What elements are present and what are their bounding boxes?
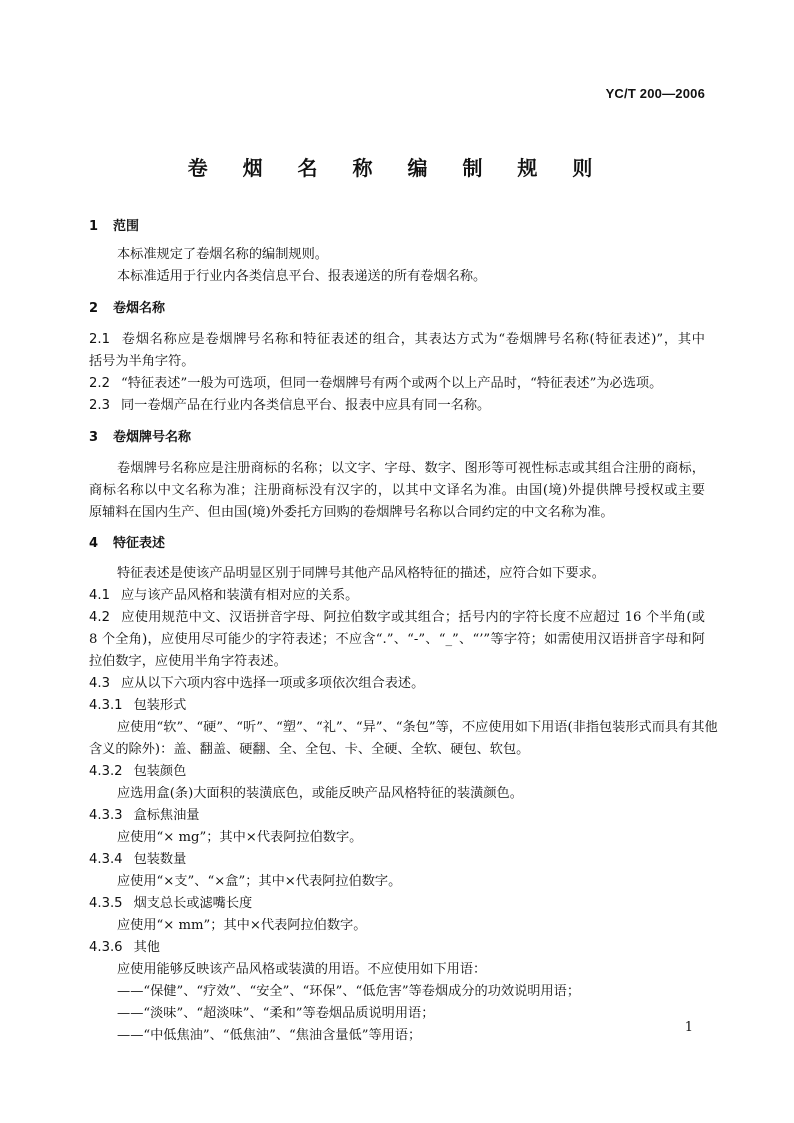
standard-number: YC/T 200—2006 — [605, 86, 705, 101]
paragraph: 原辅料在国内生产、但由国(境)外委托方回购的卷烟牌号名称以合同约定的中文名称为准。 — [89, 505, 614, 520]
clause-text: 卷烟名称应是卷烟牌号名称和特征表述的组合，其表达方式为“卷烟牌号名称(特征表述)”，其中 — [120, 332, 705, 347]
section-number: 2 — [89, 301, 99, 316]
clause-text: 应使用规范中文、汉语拼音字母、阿拉伯数字或其组合；括号内的字符长度不应超过 16 个半角(或 — [120, 610, 705, 625]
paragraph: 含义的除外)：盖、翻盖、硬翻、全、全包、卡、全硬、全软、硬包、软包。 — [89, 742, 530, 757]
clause-number: 2.3 — [89, 398, 110, 413]
clause-4-3-2-heading — [89, 761, 186, 783]
clause-number: 4.3.5 — [89, 896, 123, 911]
clause-4-3-3-heading — [89, 805, 200, 827]
document-title: 卷 烟 名 称 编 制 规 则 — [187, 156, 607, 180]
paragraph: 应使用“× mg”；其中×代表阿拉伯数字。 — [117, 830, 363, 845]
clause-text: 应从以下六项内容中选择一项或多项依次组合表述。 — [120, 676, 425, 691]
paragraph: 本标准规定了卷烟名称的编制规则。 — [117, 247, 328, 262]
section-2-heading — [89, 298, 165, 320]
clause-2-1-line: 括号为半角字符。 — [89, 354, 195, 369]
clause-text: “特征表述”一般为可选项，但同一卷烟牌号有两个或两个以上产品时，“特征表述”为必选项。 — [120, 376, 663, 391]
clause-number: 4.3.1 — [89, 698, 123, 713]
clause-number: 4.3.2 — [89, 764, 123, 779]
clause-number: 4.3.3 — [89, 808, 123, 823]
clause-number: 4.1 — [89, 588, 110, 603]
paragraph: 应使用“× mm”；其中×代表阿拉伯数字。 — [117, 918, 367, 933]
section-number: 1 — [89, 219, 99, 234]
clause-title: 盒标焦油量 — [133, 808, 200, 823]
clause-text: 同一卷烟产品在行业内各类信息平台、报表中应具有同一名称。 — [120, 398, 491, 413]
paragraph: 卷烟牌号名称应是注册商标的名称；以文字、字母、数字、图形等可视性标志或其组合注册的商标， — [117, 461, 705, 476]
clause-4-3-line — [89, 673, 424, 695]
paragraph: 应选用盒(条)大面积的装潢底色，或能反映产品风格特征的装潢颜色。 — [117, 786, 523, 801]
clause-4-3-4-heading — [89, 849, 186, 871]
clause-title: 其他 — [133, 940, 160, 955]
clause-number: 4.3.4 — [89, 852, 123, 867]
clause-text: 应与该产品风格和装潢有相对应的关系。 — [120, 588, 359, 603]
clause-title: 包装形式 — [133, 698, 187, 713]
paragraph: 应使用“×支”、“×盒”；其中×代表阿拉伯数字。 — [117, 874, 402, 889]
clause-4-2-line: 拉伯数字，应使用半角字符表述。 — [89, 654, 287, 669]
section-title: 范围 — [113, 219, 140, 234]
section-title: 特征表述 — [113, 536, 166, 551]
clause-number: 2.2 — [89, 376, 110, 391]
clause-title: 包装颜色 — [133, 764, 187, 779]
section-number: 4 — [89, 536, 99, 551]
clause-number: 4.3.6 — [89, 940, 123, 955]
paragraph: 商标名称以中文名称为准；注册商标没有汉字的，以其中文译名为准。由国(境)外提供牌号授权或主要 — [89, 483, 705, 498]
clause-number: 4.2 — [89, 610, 110, 625]
dash-list-item: ——“淡味”、“超淡味”、“柔和”等卷烟品质说明用语； — [117, 1006, 435, 1021]
clause-2-1-line — [89, 329, 705, 351]
clause-4-2-line — [89, 607, 705, 629]
dash-list-item: ——“中低焦油”、“低焦油”、“焦油含量低”等用语； — [117, 1028, 422, 1043]
clause-4-3-6-heading — [89, 937, 160, 959]
section-title: 卷烟牌号名称 — [113, 430, 192, 445]
section-3-heading — [89, 427, 191, 449]
dash-list-item: ——“保健”、“疗效”、“安全”、“环保”、“低危害”等卷烟成分的功效说明用语； — [117, 984, 581, 999]
clause-title: 包装数量 — [133, 852, 187, 867]
clause-4-2-line: 8 个全角)，应使用尽可能少的字符表述；不应含“.”、“-”、“_”、“’”等字符；如需使用汉语拼音字母和阿 — [89, 632, 705, 647]
section-number: 3 — [89, 430, 99, 445]
clause-number: 4.3 — [89, 676, 110, 691]
section-4-heading — [89, 533, 165, 555]
page-number: 1 — [684, 1020, 693, 1035]
clause-4-3-5-heading — [89, 893, 252, 915]
paragraph: 应使用能够反映该产品风格或装潢的用语。不应使用如下用语： — [117, 962, 487, 977]
section-title: 卷烟名称 — [113, 301, 166, 316]
clause-4-1-line — [89, 585, 358, 607]
paragraph: 本标准适用于行业内各类信息平台、报表递送的所有卷烟名称。 — [117, 269, 487, 284]
clause-number: 2.1 — [89, 332, 110, 347]
clause-2-3-line — [89, 395, 490, 417]
paragraph: 特征表述是使该产品明显区别于同牌号其他产品风格特征的描述，应符合如下要求。 — [117, 566, 605, 581]
section-1-heading — [89, 216, 139, 238]
paragraph: 应使用“软”、“硬”、“听”、“塑”、“礼”、“异”、“条包”等，不应使用如下用语(非指包装形式而具有其他 — [117, 720, 718, 735]
clause-title: 烟支总长或滤嘴长度 — [133, 896, 253, 911]
clause-2-2-line — [89, 373, 662, 395]
clause-4-3-1-heading — [89, 695, 186, 717]
